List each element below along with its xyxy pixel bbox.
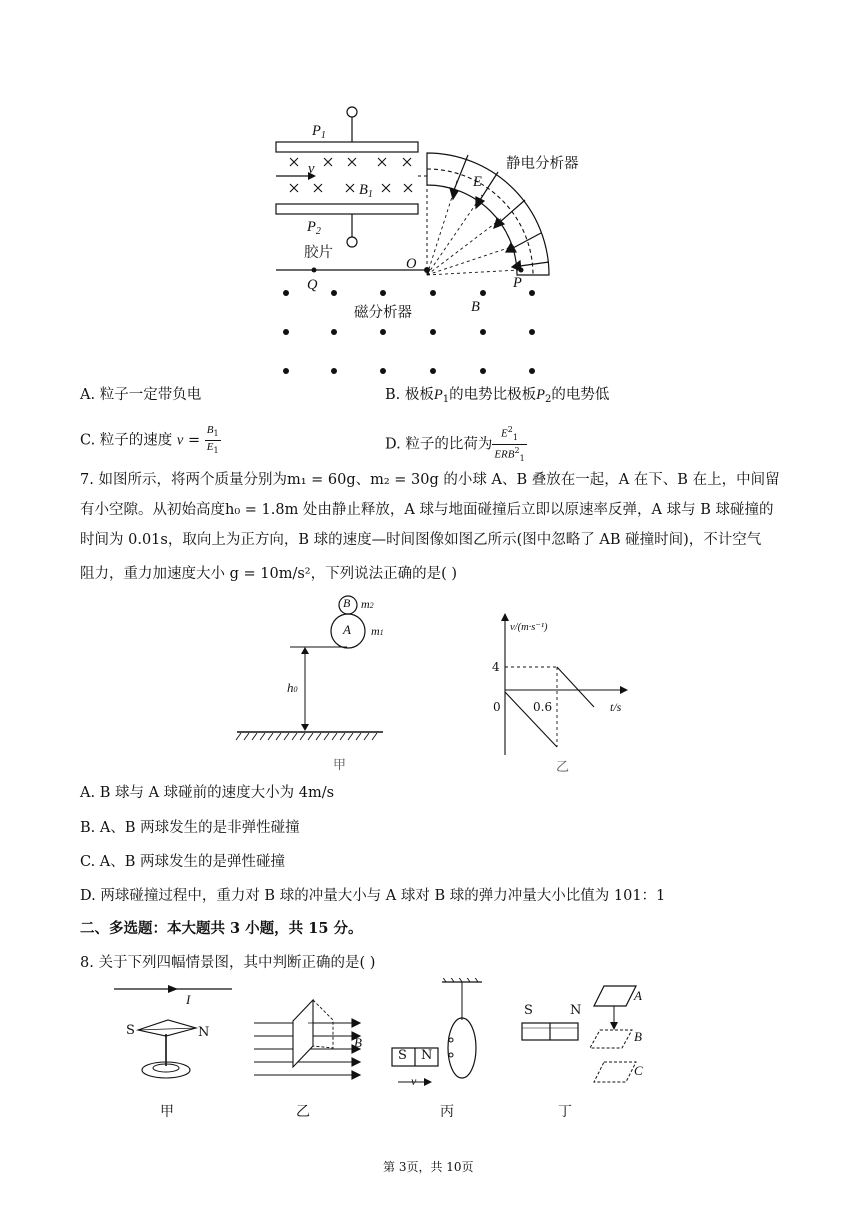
label-p1: $P_1$ bbox=[312, 123, 326, 141]
q7-tick-06: 0.6 bbox=[533, 700, 553, 714]
q8-label-n-bing: N bbox=[421, 1048, 433, 1063]
q7-option-c: C. A、B 两球发生的是弹性碰撞 bbox=[80, 854, 286, 870]
q7-ball-b-label: B bbox=[343, 596, 351, 610]
q7-stem-line-4: 阻力，重力加速度大小 g = 10m/s²，下列说法正确的是( ) bbox=[80, 566, 458, 582]
label-p: P bbox=[513, 275, 522, 291]
label-b: B bbox=[471, 299, 480, 315]
q8-figures bbox=[108, 978, 668, 1088]
label-magnetic-analyzer: 磁分析器 bbox=[354, 305, 412, 321]
q8-label-i: I bbox=[186, 992, 191, 1007]
q6-option-d: D. 粒子的比荷为 $\frac{E^2_1}{ERB^2_1}$ bbox=[385, 425, 525, 463]
q8-label-n-jia: N bbox=[198, 1025, 210, 1040]
q7-m1-label: m1 bbox=[371, 624, 384, 638]
page-footer: 第 3页，共 10页 bbox=[383, 1160, 474, 1174]
q8-label-v-bing: v bbox=[411, 1074, 417, 1088]
q7-t-axis-label: t/s bbox=[610, 700, 622, 714]
label-e: E bbox=[473, 174, 482, 190]
q7-figure-jia bbox=[235, 592, 385, 752]
q7-tick-4: 4 bbox=[492, 660, 500, 674]
q7-stem-line-3: 时间为 0.01s，取向上为正方向，B 球的速度—时间图像如图乙所示(图中忽略了 AB 碰撞时间)，不计空气 bbox=[80, 532, 762, 548]
q6-option-c: C. 粒子的速度 v = $\frac{B_1}{E_1}$ bbox=[80, 424, 219, 456]
q8-label-s-bing: S bbox=[398, 1048, 407, 1063]
q8-caption-jia: 甲 bbox=[160, 1104, 174, 1120]
label-q: Q bbox=[307, 277, 318, 293]
q8-label-n-ding: N bbox=[570, 1003, 582, 1018]
label-v: v bbox=[308, 161, 315, 177]
q8-label-c-ding: C bbox=[634, 1063, 643, 1078]
q7-m2-label: m2 bbox=[361, 597, 374, 611]
q7-caption-jia: 甲 bbox=[333, 758, 347, 773]
q6-option-b: B. 极板$P_1$的电势比极板$P_2$的电势低 bbox=[385, 387, 610, 405]
q7-option-a: A. B 球与 A 球碰前的速度大小为 4m/s bbox=[80, 785, 335, 801]
label-p2: $P_2$ bbox=[307, 219, 321, 237]
q7-stem-line-1: 7. 如图所示，将两个质量分别为m₁ = 60g、m₂ = 30g 的小球 A、B 叠放在一起，A 在下、B 在上，中间留 bbox=[80, 472, 780, 488]
label-electrostatic-analyzer: 静电分析器 bbox=[506, 156, 579, 172]
q8-label-s-jia: S bbox=[126, 1023, 135, 1038]
q8-label-b-yi: B bbox=[354, 1035, 362, 1050]
label-o: O bbox=[406, 256, 417, 272]
q7-v-axis-label: v/(m·s⁻¹) bbox=[510, 622, 548, 633]
q8-caption-ding: 丁 bbox=[558, 1104, 572, 1120]
q8-caption-bing: 丙 bbox=[440, 1104, 454, 1120]
q8-stem: 8. 关于下列四幅情景图，其中判断正确的是( ) bbox=[80, 955, 376, 971]
q8-caption-yi: 乙 bbox=[296, 1104, 310, 1120]
q8-label-b-ding: B bbox=[634, 1029, 642, 1044]
label-b1: $B_1$ bbox=[359, 182, 373, 200]
label-film: 胶片 bbox=[304, 245, 333, 261]
q7-vt-graph bbox=[480, 612, 630, 757]
q7-option-b: B. A、B 两球发生的是非弹性碰撞 bbox=[80, 820, 300, 836]
q8-label-s-ding: S bbox=[524, 1003, 533, 1018]
q8-label-a-ding: A bbox=[634, 988, 642, 1003]
q7-h0-label: h0 bbox=[287, 680, 298, 695]
q7-option-d: D. 两球碰撞过程中，重力对 B 球的冲量大小与 A 球对 B 球的弹力冲量大小比值为 101：1 bbox=[80, 888, 666, 904]
q7-tick-0: 0 bbox=[493, 700, 501, 714]
section-2-heading: 二、多选题：本大题共 3 小题，共 15 分。 bbox=[80, 920, 363, 937]
q7-ball-a-label: A bbox=[343, 622, 351, 637]
q6-option-a: A. 粒子一定带负电 bbox=[80, 387, 202, 403]
q7-caption-yi: 乙 bbox=[556, 760, 570, 775]
q7-stem-line-2: 有小空隙。从初始高度h₀ = 1.8m 处由静止释放，A 球与地面碰撞后立即以原速率反弹，A 球与 B 球碰撞的 bbox=[80, 502, 774, 518]
